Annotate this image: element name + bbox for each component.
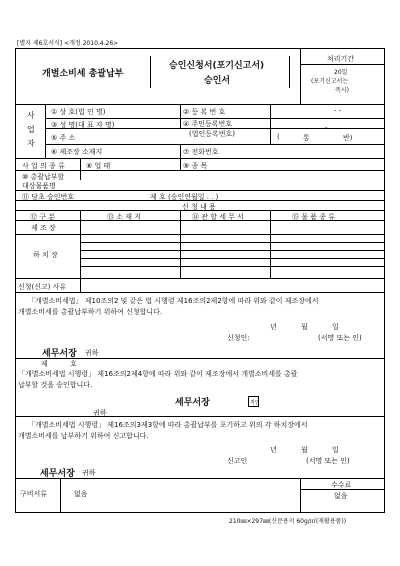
reason-label: 신청(신고) 사유 (18, 283, 67, 291)
row-line (15, 416, 385, 417)
form-number-note: [별지 제6호서식] <개정 2010.4.26> (17, 40, 119, 47)
title-line1: 승인신청서(포기신고서) (169, 61, 265, 71)
waiver-addressee-suffix: 귀하 (82, 469, 96, 477)
proc-divider (300, 48, 301, 104)
row-depot-label: 하 치 장 (33, 251, 58, 259)
required-docs-label: 구비서류 (20, 490, 48, 498)
proc-value: 20일 (334, 69, 348, 76)
row-line (15, 158, 385, 159)
fee-label: 수수료 (331, 481, 352, 489)
target-goods-label-1: ⑩ 총괄납부할 (22, 173, 65, 181)
declarant-sign-note: (서명 또는 인) (306, 457, 350, 465)
row-factory-label: 제 조 장 (31, 224, 56, 232)
application-text-1: 「개별소비세법」 제10조의2 및 같은 법 시행령 제16조의2제2항에 따라 위와 같이 제조장에서 (28, 297, 319, 305)
row-line (15, 278, 385, 279)
side-label: 업 (27, 125, 35, 134)
row-line (15, 292, 385, 293)
target-goods-label-2: 대상물품명 (22, 182, 56, 190)
side-label: 사 (27, 111, 35, 120)
row-line (80, 258, 385, 259)
col-header-location: ⑬ 소 재 지 (107, 213, 141, 221)
approval-tax-office-chief: 세무서장 (175, 398, 210, 408)
app-addressee-suffix: 귀하 (85, 349, 99, 357)
approval-number: 제 호 (41, 360, 77, 368)
row-line (45, 144, 385, 145)
applicant-sign-label: 신청인: (227, 334, 250, 342)
proc-label: 처리기간 (327, 55, 355, 63)
resident-number-label: ④ 주민등록번호 (183, 120, 233, 128)
col-header-division: ⑫ 구 분 (30, 213, 55, 221)
section-title: 신 청 내 용 (182, 203, 216, 211)
approval-text-2: 납부할 것을 승인합니다. (18, 381, 93, 389)
business-type-label: 사 업 의 종 류 (22, 162, 65, 170)
required-docs-value: 없음 (74, 490, 88, 498)
proc-note-2: 즉시) (335, 87, 349, 94)
col-line (180, 210, 181, 278)
business-category-label: ⑧ 업 태 (86, 162, 111, 170)
business-item-label: ⑨ 종 목 (183, 162, 208, 170)
row-line (80, 250, 385, 251)
application-text-2: 개별소비세를 총괄납부하기 위하여 신청합니다. (18, 308, 163, 316)
col-line (80, 158, 81, 180)
trade-name-label: ① 상 호(법 인 명) (51, 108, 106, 116)
app-tax-office-chief: 세무서장 (42, 349, 77, 359)
reg-number-value[interactable]: - - (334, 107, 342, 115)
row-line (80, 266, 385, 267)
approval-text-1: 「개별소비세법 시행령」 제16조의2제4항에 따라 위와 같이 제조장에서 개별소비세를 총괄 (18, 370, 298, 378)
waiver-date[interactable]: 년 월 일 (270, 446, 339, 454)
row-line (15, 104, 385, 105)
address-paren: ( (277, 133, 280, 141)
title-line2: 승인서 (204, 76, 231, 86)
address-tong: 통 (303, 134, 310, 142)
address-label: ⑤ 주 소 (51, 134, 76, 142)
col-line (80, 210, 81, 278)
applicant-sign-note: (서명 또는 인) (318, 334, 362, 342)
address-ban: 반) (343, 134, 353, 142)
proc-note-1: (포기신고서는 (311, 78, 349, 85)
row-line (80, 242, 385, 243)
col-line (180, 104, 181, 128)
side-label: 자 (27, 139, 35, 148)
waiver-text-2: 개별소비세를 납부하기 위하여 신고합니다. (18, 432, 149, 440)
proc-label-line (300, 64, 385, 65)
col-line (45, 104, 46, 158)
approval-addressee-suffix: 귀하 (93, 409, 107, 417)
row-line (15, 234, 385, 235)
representative-label: ③ 성 명(대 표 자 명) (51, 121, 115, 129)
original-approval-label: ⑪ 당초 승인번호 (22, 193, 75, 201)
reg-number-label: ② 등 록 번 호 (183, 108, 226, 116)
corp-number-label: (법인등록번호) (189, 130, 236, 138)
fee-value: 없음 (334, 492, 348, 500)
col-line (270, 104, 271, 144)
col-line (270, 210, 271, 278)
title-left: 개별소비세 총괄납부 (42, 69, 124, 79)
col-line (300, 478, 301, 513)
declarant-sign-label: 신고인 (227, 457, 248, 465)
official-seal-text: 직인 (250, 400, 260, 406)
col-header-goods-type: ⑮ 물 품 종 류 (292, 213, 335, 221)
waiver-text-1: 「개별소비세법 시행령」 제16조의3제3항에 따라 총괄납부를 포기하고 위의 각 하치장에서 (28, 421, 308, 429)
waiver-tax-office-chief: 세무서장 (40, 469, 75, 479)
col-line (180, 144, 181, 170)
col-line (80, 278, 81, 292)
resident-number-value[interactable]: - (325, 124, 328, 132)
application-date[interactable]: 년 월 일 (270, 323, 339, 331)
factory-location-label: ⑥ 제조장 소재지 (51, 148, 103, 156)
phone-label: ⑦ 전화번호 (183, 148, 219, 156)
row-line (15, 190, 385, 191)
paper-spec-note: 210㎜×297㎜(신문용지 60g/㎡(재활용품)) (229, 518, 347, 525)
original-approval-value[interactable]: 제 호 (승인연월일 . . ) (150, 193, 219, 201)
col-line (60, 478, 61, 513)
col-header-tax-office: ⑭ 관 할 세 무 서 (192, 213, 244, 221)
